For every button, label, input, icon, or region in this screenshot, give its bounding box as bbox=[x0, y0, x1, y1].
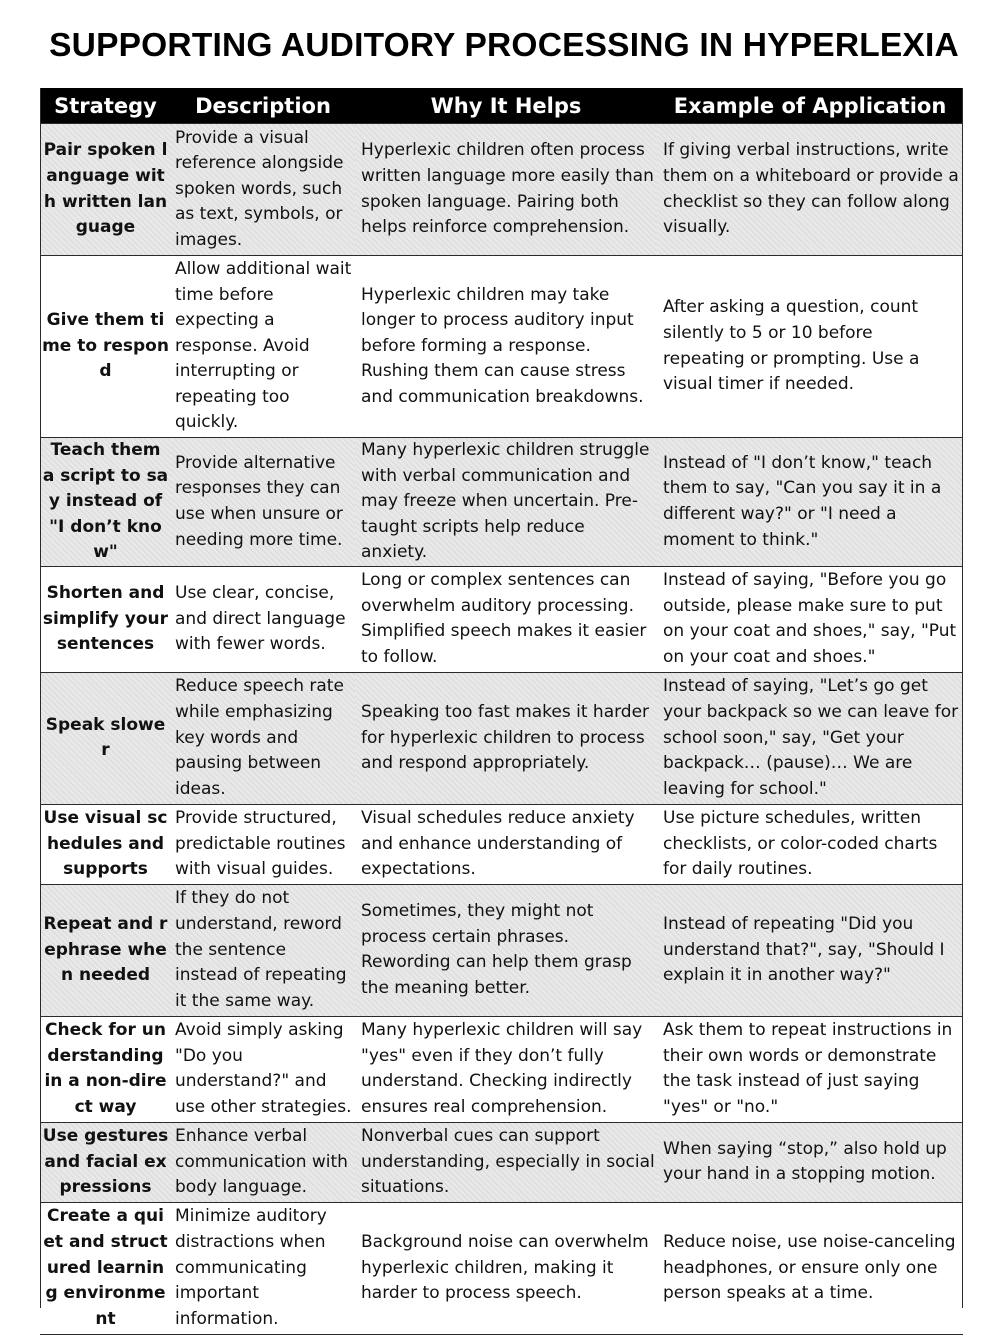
table-row bbox=[40, 1122, 963, 1202]
why-cell: Nonverbal cues can support understanding, especially in social situations. bbox=[355, 1122, 657, 1202]
example-cell: Instead of "I don’t know," teach them to say, "Can you say it in a different way?" or "I need a moment to think." bbox=[657, 438, 963, 567]
why-cell: Many hyperlexic children struggle with verbal communication and may freeze when uncertain. Pre-taught scripts help reduce anxiety. bbox=[355, 438, 657, 567]
strategy-cell: Use visual schedules and supports bbox=[40, 804, 171, 884]
example-cell: Use picture schedules, written checklists, or color-coded charts for daily routines. bbox=[657, 804, 963, 884]
page-title: SUPPORTING AUDITORY PROCESSING IN HYPERLEXIA bbox=[49, 27, 959, 64]
why-cell: Background noise can overwhelm hyperlexic children, making it harder to process speech. bbox=[355, 1202, 657, 1334]
header-why-it-helps: Why It Helps bbox=[355, 88, 657, 124]
description-cell: Provide a visual reference alongside spoken words, such as text, symbols, or images. bbox=[171, 124, 355, 256]
why-cell: Hyperlexic children often process written language more easily than spoken language. Pairing both helps reinforce comprehension. bbox=[355, 124, 657, 256]
strategy-cell: Use gestures and facial expressions bbox=[40, 1122, 171, 1202]
strategy-cell: Give them time to respond bbox=[40, 256, 171, 438]
header-row bbox=[40, 88, 963, 124]
table-row bbox=[40, 256, 963, 438]
table-row bbox=[40, 804, 963, 884]
table-header bbox=[40, 88, 963, 124]
description-cell: If they do not understand, reword the sentence instead of repeating it the same way. bbox=[171, 884, 355, 1016]
table-row bbox=[40, 1202, 963, 1334]
description-cell: Provide alternative responses they can use when unsure or needing more time. bbox=[171, 438, 355, 567]
example-cell: Reduce noise, use noise-canceling headphones, or ensure only one person speaks at a time. bbox=[657, 1202, 963, 1334]
strategy-cell: Create a quiet and structured learning environment bbox=[40, 1202, 171, 1334]
description-cell: Avoid simply asking "Do you understand?" and use other strategies. bbox=[171, 1016, 355, 1122]
table-row bbox=[40, 438, 963, 567]
strategy-cell: Pair spoken language with written language bbox=[40, 124, 171, 256]
table-row bbox=[40, 672, 963, 804]
header-description: Description bbox=[171, 88, 355, 124]
strategy-cell: Speak slower bbox=[40, 672, 171, 804]
table-row bbox=[40, 566, 963, 672]
strategy-cell: Teach them a script to say instead of "I don’t know" bbox=[40, 438, 171, 567]
table-row bbox=[40, 884, 963, 1016]
table-row bbox=[40, 1016, 963, 1122]
example-cell: Instead of saying, "Let’s go get your backpack so we can leave for school soon," say, "Get your backpack… (pause)… We are leaving for school." bbox=[657, 672, 963, 804]
table-right-border bbox=[962, 88, 963, 1308]
why-cell: Speaking too fast makes it harder for hyperlexic children to process and respond appropriately. bbox=[355, 672, 657, 804]
table-row bbox=[40, 124, 963, 256]
example-cell: After asking a question, count silently to 5 or 10 before repeating or prompting. Use a visual timer if needed. bbox=[657, 256, 963, 438]
strategy-cell: Repeat and rephrase when needed bbox=[40, 884, 171, 1016]
why-cell: Hyperlexic children may take longer to process auditory input before forming a response. Rushing them can cause stress and communication breakdowns. bbox=[355, 256, 657, 438]
example-cell: When saying “stop,” also hold up your hand in a stopping motion. bbox=[657, 1122, 963, 1202]
example-cell: If giving verbal instructions, write them on a whiteboard or provide a checklist so they can follow along visually. bbox=[657, 124, 963, 256]
table-left-border bbox=[40, 88, 41, 1308]
table-body bbox=[40, 124, 963, 1335]
description-cell: Enhance verbal communication with body language. bbox=[171, 1122, 355, 1202]
description-cell: Use clear, concise, and direct language with fewer words. bbox=[171, 566, 355, 672]
description-cell: Reduce speech rate while emphasizing key words and pausing between ideas. bbox=[171, 672, 355, 804]
header-strategy: Strategy bbox=[40, 88, 171, 124]
strategies-table bbox=[40, 88, 963, 1335]
why-cell: Many hyperlexic children will say "yes" even if they don’t fully understand. Checking indirectly ensures real comprehension. bbox=[355, 1016, 657, 1122]
example-cell: Ask them to repeat instructions in their own words or demonstrate the task instead of just saying "yes" or "no." bbox=[657, 1016, 963, 1122]
why-cell: Visual schedules reduce anxiety and enhance understanding of expectations. bbox=[355, 804, 657, 884]
example-cell: Instead of saying, "Before you go outside, please make sure to put on your coat and shoes," say, "Put on your coat and shoes." bbox=[657, 566, 963, 672]
why-cell: Sometimes, they might not process certain phrases. Rewording can help them grasp the meaning better. bbox=[355, 884, 657, 1016]
description-cell: Allow additional wait time before expecting a response. Avoid interrupting or repeating too quickly. bbox=[171, 256, 355, 438]
description-cell: Provide structured, predictable routines with visual guides. bbox=[171, 804, 355, 884]
strategy-cell: Check for understanding in a non-direct way bbox=[40, 1016, 171, 1122]
example-cell: Instead of repeating "Did you understand that?", say, "Should I explain it in another way?" bbox=[657, 884, 963, 1016]
strategy-cell: Shorten and simplify your sentences bbox=[40, 566, 171, 672]
header-example: Example of Application bbox=[657, 88, 963, 124]
why-cell: Long or complex sentences can overwhelm auditory processing. Simplified speech makes it easier to follow. bbox=[355, 566, 657, 672]
description-cell: Minimize auditory distractions when communicating important information. bbox=[171, 1202, 355, 1334]
